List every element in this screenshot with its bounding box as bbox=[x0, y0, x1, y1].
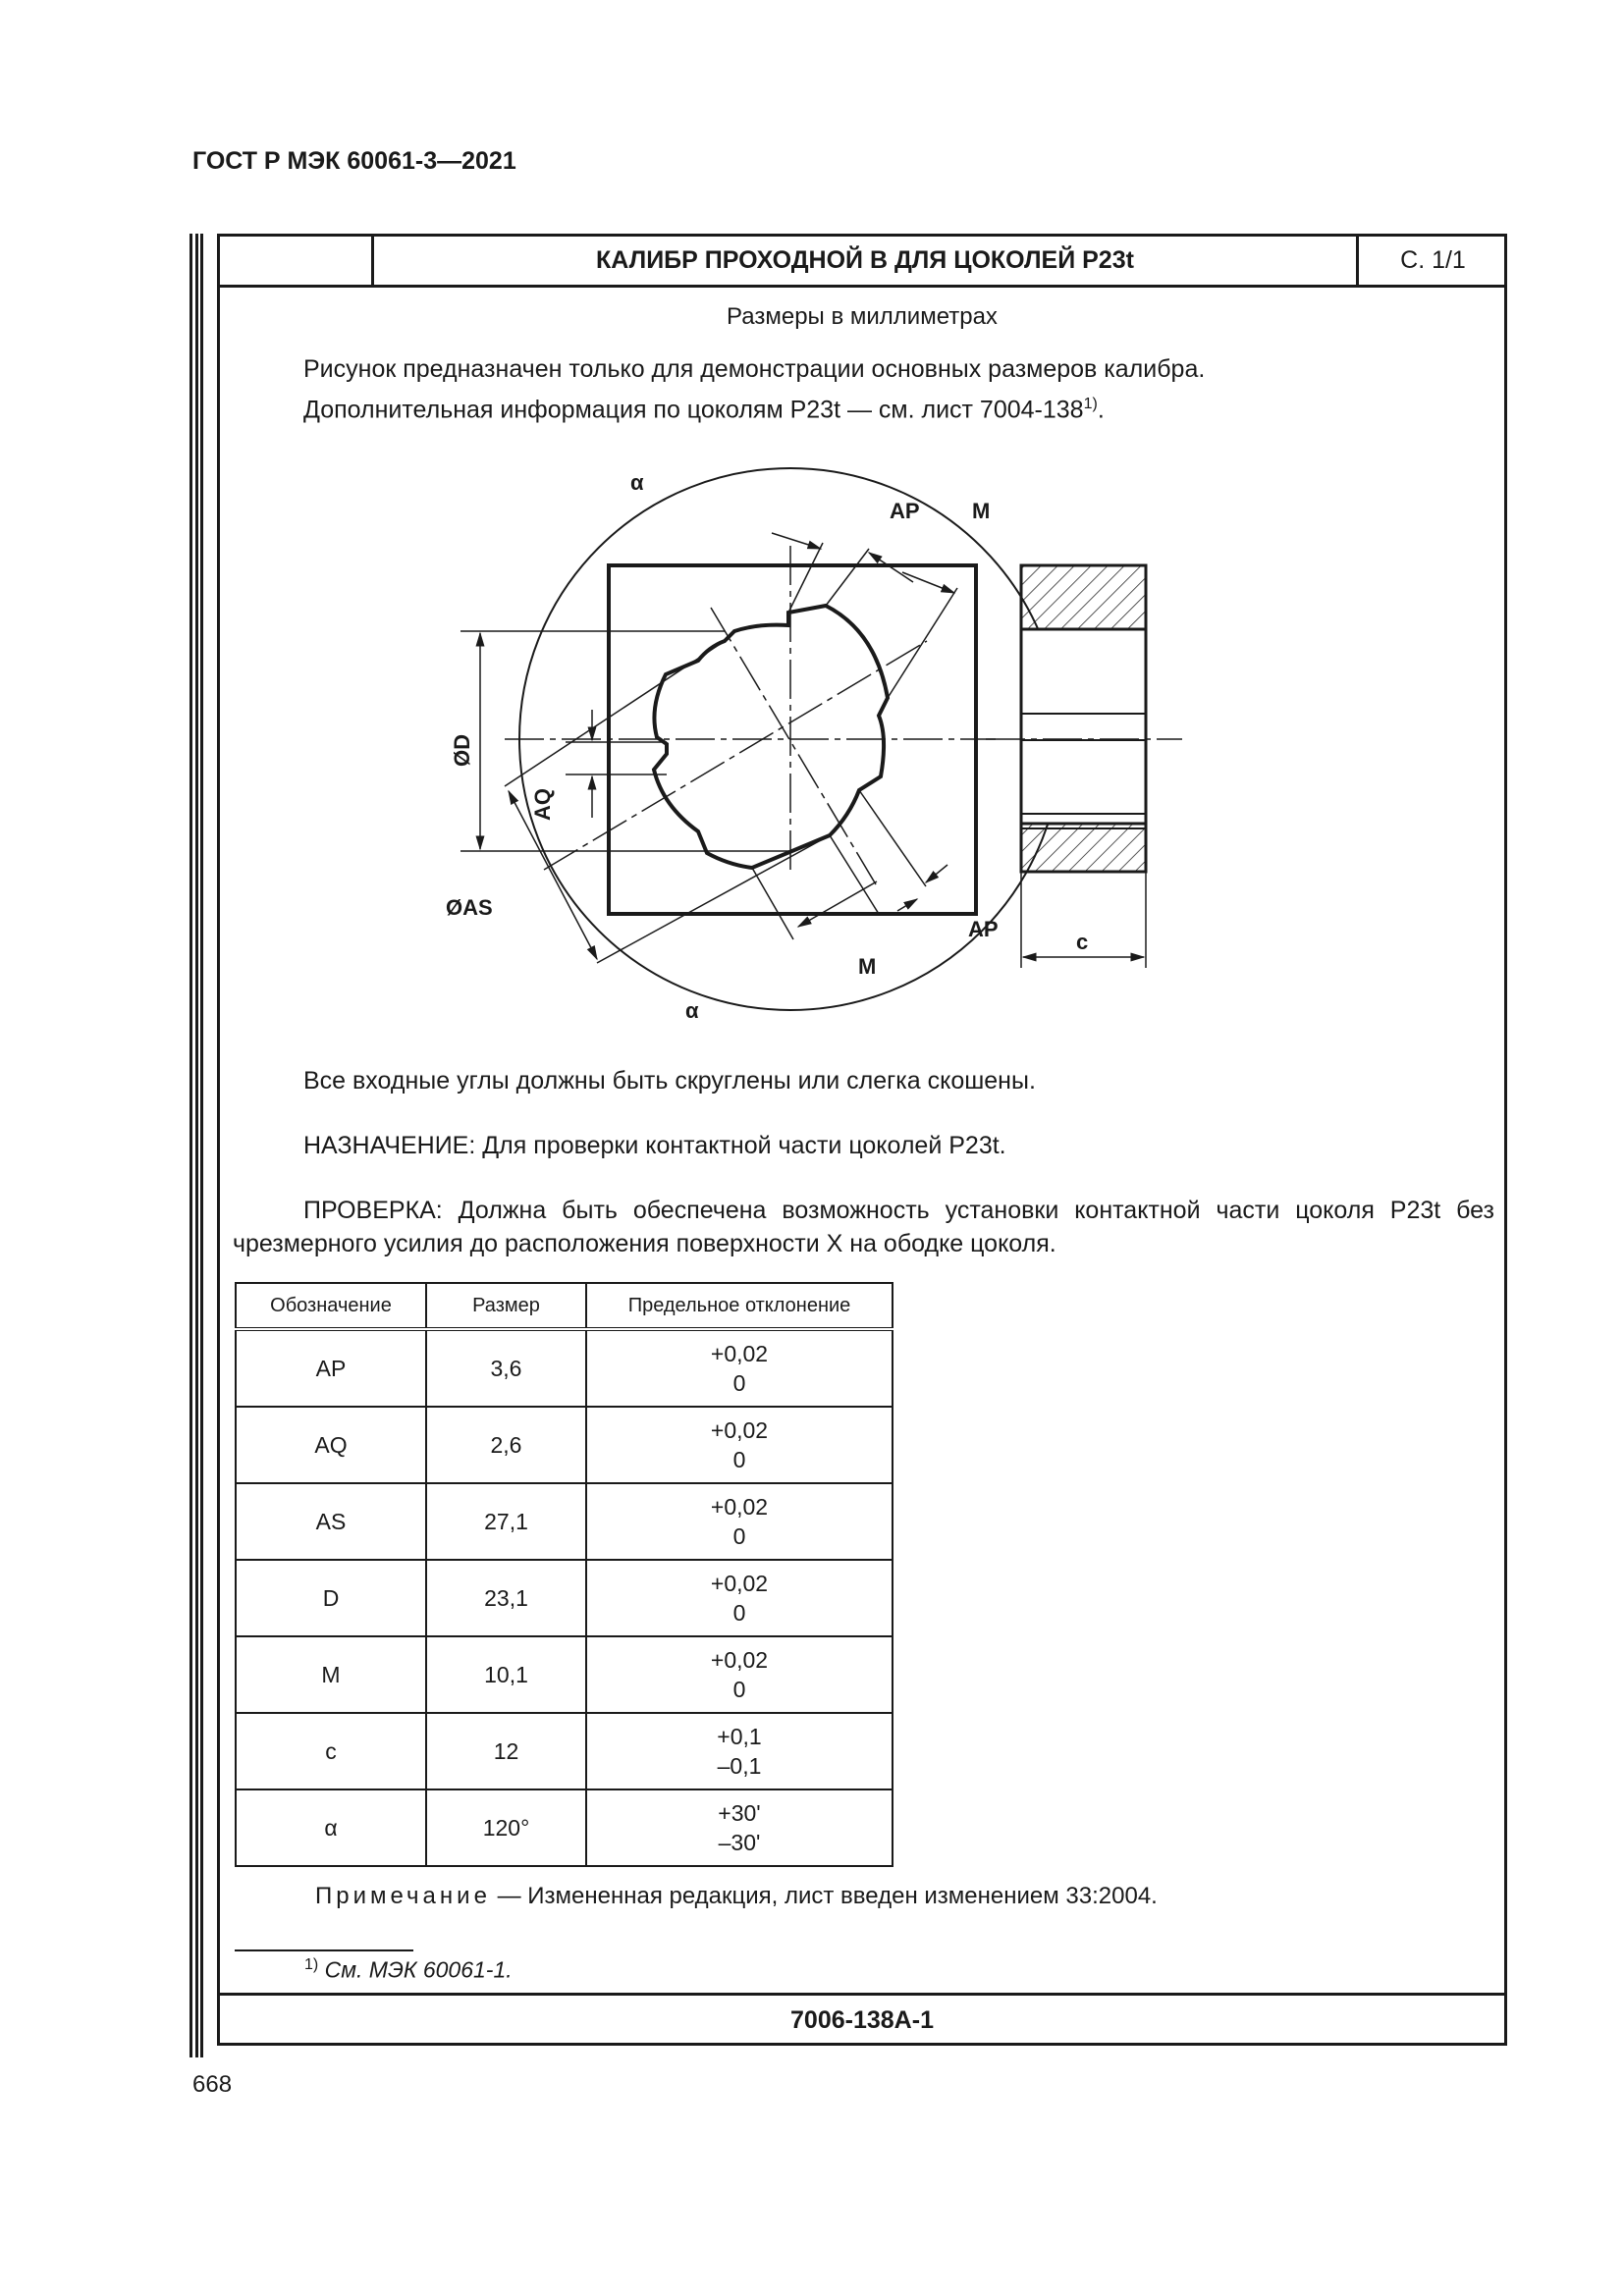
table-row: D 23,1 +0,02 0 bbox=[236, 1560, 893, 1636]
binding-margin-lines bbox=[189, 234, 203, 2057]
dimensions-table bbox=[235, 1282, 893, 1867]
table-row: AQ 2,6 +0,02 0 bbox=[236, 1407, 893, 1483]
note-label: Примечание bbox=[315, 1883, 491, 1909]
col-header-size: Размер bbox=[426, 1283, 586, 1329]
label-c: c bbox=[1076, 930, 1089, 954]
table-row: c 12 +0,1 –0,1 bbox=[236, 1713, 893, 1789]
label-d: ØD bbox=[450, 734, 474, 767]
label-m-bottom: M bbox=[858, 954, 877, 979]
gauge-drawing bbox=[220, 237, 1504, 1022]
standard-sheet bbox=[217, 234, 1507, 2046]
intro-line-2: Дополнительная информация по цоколям P23t — см. лист 7004-138$^{1)}$. bbox=[303, 396, 1105, 424]
page-number: 668 bbox=[192, 2071, 233, 2098]
note-text: — Измененная редакция, лист введен изменением 33:2004. bbox=[490, 1883, 1158, 1909]
note bbox=[315, 1883, 1158, 1910]
label-ap-bottom: AP bbox=[968, 917, 999, 941]
intro-line-1: Рисунок предназначен только для демонстрации основных размеров калибра. bbox=[303, 355, 1206, 383]
table-row: AS 27,1 +0,02 0 bbox=[236, 1483, 893, 1560]
document-header: ГОСТ Р МЭК 60061-3—2021 bbox=[192, 147, 516, 175]
footnote-ref: 1) bbox=[1083, 396, 1098, 412]
purpose-text: НАЗНАЧЕНИЕ: Для проверки контактной части цоколей P23t. bbox=[303, 1132, 1006, 1159]
sheet-title: КАЛИБР ПРОХОДНОЙ B ДЛЯ ЦОКОЛЕЙ P23t bbox=[596, 246, 1134, 274]
footnote bbox=[304, 1956, 513, 1984]
col-header-tolerance: Предельное отклонение bbox=[586, 1283, 893, 1329]
footnote-mark: 1) bbox=[304, 1956, 319, 1973]
table-header-row bbox=[236, 1283, 893, 1329]
gauge-section-view bbox=[986, 565, 1182, 968]
label-aq: AQ bbox=[530, 788, 555, 821]
check-text: ПРОВЕРКА: Должна быть обеспечена возможность установки контактной части цоколя P23t без чрезмерного усилия до расположения поверхности X на ободке цоколя. bbox=[233, 1197, 1494, 1257]
table-row: M 10,1 +0,02 0 bbox=[236, 1636, 893, 1713]
label-ap-top: AP bbox=[890, 499, 920, 523]
footnote-text: См. МЭК 60061-1. bbox=[318, 1956, 513, 1983]
table-row: AP 3,6 +0,02 0 bbox=[236, 1329, 893, 1407]
label-as: ØAS bbox=[446, 895, 493, 920]
table-row: α 120° +30' –30' bbox=[236, 1789, 893, 1866]
label-m-top: M bbox=[972, 499, 991, 523]
units-note: Размеры в миллиметрах bbox=[727, 303, 998, 330]
label-alpha-top: α bbox=[630, 470, 644, 495]
sheet-page-ref: С. 1/1 bbox=[1356, 237, 1507, 285]
dimension-ap-top bbox=[772, 533, 821, 549]
corners-note: Все входные углы должны быть скруглены или слегка скошены. bbox=[303, 1067, 1036, 1095]
label-alpha-bottom: α bbox=[685, 998, 699, 1022]
sheet-number: 7006-138A-1 bbox=[220, 1993, 1504, 2046]
col-header-symbol: Обозначение bbox=[236, 1283, 426, 1329]
footnote-separator bbox=[235, 1949, 413, 1951]
